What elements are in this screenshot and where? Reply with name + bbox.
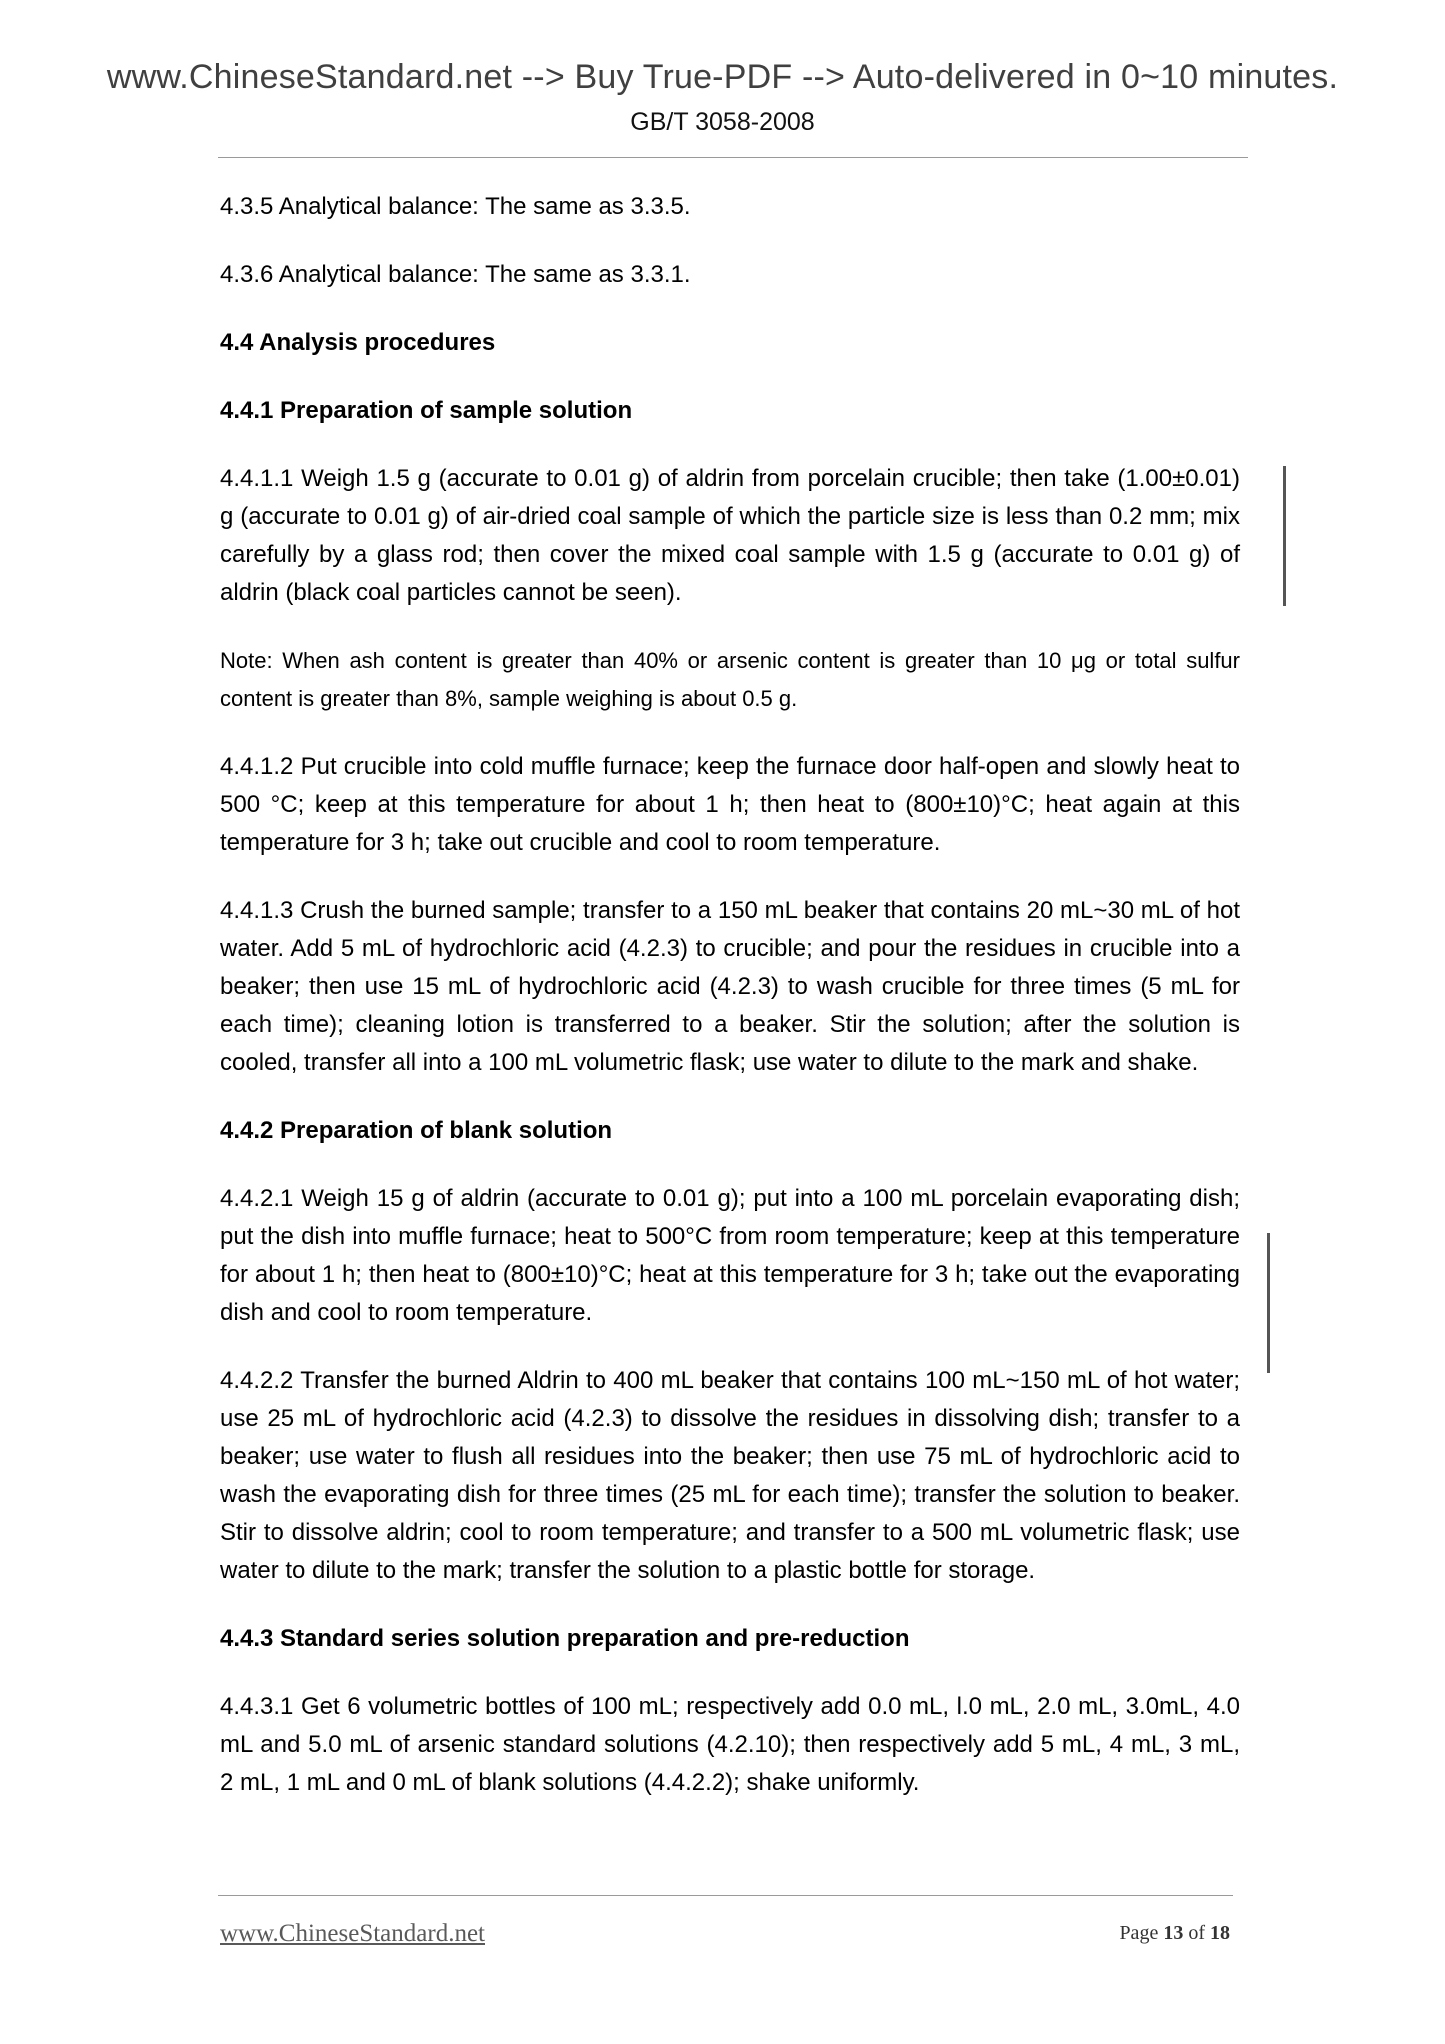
page-total: 18: [1210, 1922, 1230, 1944]
footer-divider: [218, 1895, 1233, 1896]
header-divider: [218, 157, 1248, 158]
revision-bar: [1283, 466, 1286, 606]
clause-4-4-3-1: 4.4.3.1 Get 6 volumetric bottles of 100 mL; respectively add 0.0 mL, l.0 mL, 2.0 mL, 3.0mL, 4.0 mL and 5.0 mL of arsenic standard solutions (4.2.10); then respectively add 5 mL, 4 mL, 3 mL, 2 mL, 1 mL and 0 mL of blank solutions (4.4.2.2); shake uniformly.: [220, 1693, 1240, 1796]
revision-bar: [1267, 1233, 1270, 1373]
standard-code: GB/T 3058-2008: [630, 108, 815, 136]
clause-4-4-1-1: 4.4.1.1 Weigh 1.5 g (accurate to 0.01 g) of aldrin from porcelain crucible; then take (1.00±0.01) g (accurate to 0.01 g) of air-dried coal sample of which the particle size is less than 0.2 mm; mix carefully by a glass rod; then cover the mixed coal sample with 1.5 g (accurate to 0.01 g) of aldrin (black coal particles cannot be seen).: [220, 465, 1240, 606]
section-heading-4-4-3: 4.4.3 Standard series solution preparation and pre-reduction: [220, 1625, 910, 1652]
page-of: of: [1183, 1922, 1210, 1944]
clause-4-3-5: 4.3.5 Analytical balance: The same as 3.3.5.: [220, 193, 691, 220]
section-heading-4-4-1: 4.4.1 Preparation of sample solution: [220, 397, 633, 424]
clause-4-4-1-3: 4.4.1.3 Crush the burned sample; transfer to a 150 mL beaker that contains 20 mL~30 mL of hot water. Add 5 mL of hydrochloric acid (4.2.3) to crucible; and pour the residues in crucible into a beaker; then use 15 mL of hydrochloric acid (4.2.3) to wash crucible for three times (5 mL for each time); cleaning lotion is transferred to a beaker. Stir the solution; after the solution is cooled, transfer all into a 100 mL volumetric flask; use water to dilute to the mark and shake.: [220, 897, 1240, 1076]
page-number: [1100, 1922, 1230, 1945]
section-heading-4-4-2: 4.4.2 Preparation of blank solution: [220, 1117, 613, 1144]
clause-4-4-1-2: 4.4.1.2 Put crucible into cold muffle furnace; keep the furnace door half-open and slowly heat to 500 °C; keep at this temperature for about 1 h; then heat to (800±10)°C; heat again at this temperature for 3 h; take out crucible and cool to room temperature.: [220, 753, 1240, 856]
footer-site-link[interactable]: www.ChineseStandard.net: [220, 1920, 485, 1947]
top-banner-link[interactable]: www.ChineseStandard.net --> Buy True-PDF --> Auto-delivered in 0~10 minutes.: [106, 58, 1339, 96]
page-prefix: Page: [1119, 1922, 1164, 1944]
note-paragraph: Note: When ash content is greater than 40% or arsenic content is greater than 10 μg or total sulfur content is greater than 8%, sample weighing is about 0.5 g.: [220, 648, 1240, 711]
page-current: 13: [1163, 1922, 1184, 1944]
section-heading-4-4: 4.4 Analysis procedures: [220, 329, 496, 356]
document-body: [220, 188, 1240, 1832]
clause-4-4-2-2: 4.4.2.2 Transfer the burned Aldrin to 400 mL beaker that contains 100 mL~150 mL of hot water; use 25 mL of hydrochloric acid (4.2.3) to dissolve the residues in dissolving dish; transfer to a beaker; use water to flush all residues into the beaker; then use 75 mL of hydrochloric acid to wash the evaporating dish for three times (25 mL for each time); transfer the solution to beaker. Stir to dissolve aldrin; cool to room temperature; and transfer to a 500 mL volumetric flask; use water to dilute to the mark; transfer the solution to a plastic bottle for storage.: [220, 1367, 1240, 1584]
clause-4-4-2-1: 4.4.2.1 Weigh 15 g of aldrin (accurate to 0.01 g); put into a 100 mL porcelain evaporating dish; put the dish into muffle furnace; heat to 500°C from room temperature; keep at this temperature for about 1 h; then heat to (800±10)°C; heat at this temperature for 3 h; take out the evaporating dish and cool to room temperature.: [220, 1185, 1240, 1326]
clause-4-3-6: 4.3.6 Analytical balance: The same as 3.3.1.: [220, 261, 691, 288]
